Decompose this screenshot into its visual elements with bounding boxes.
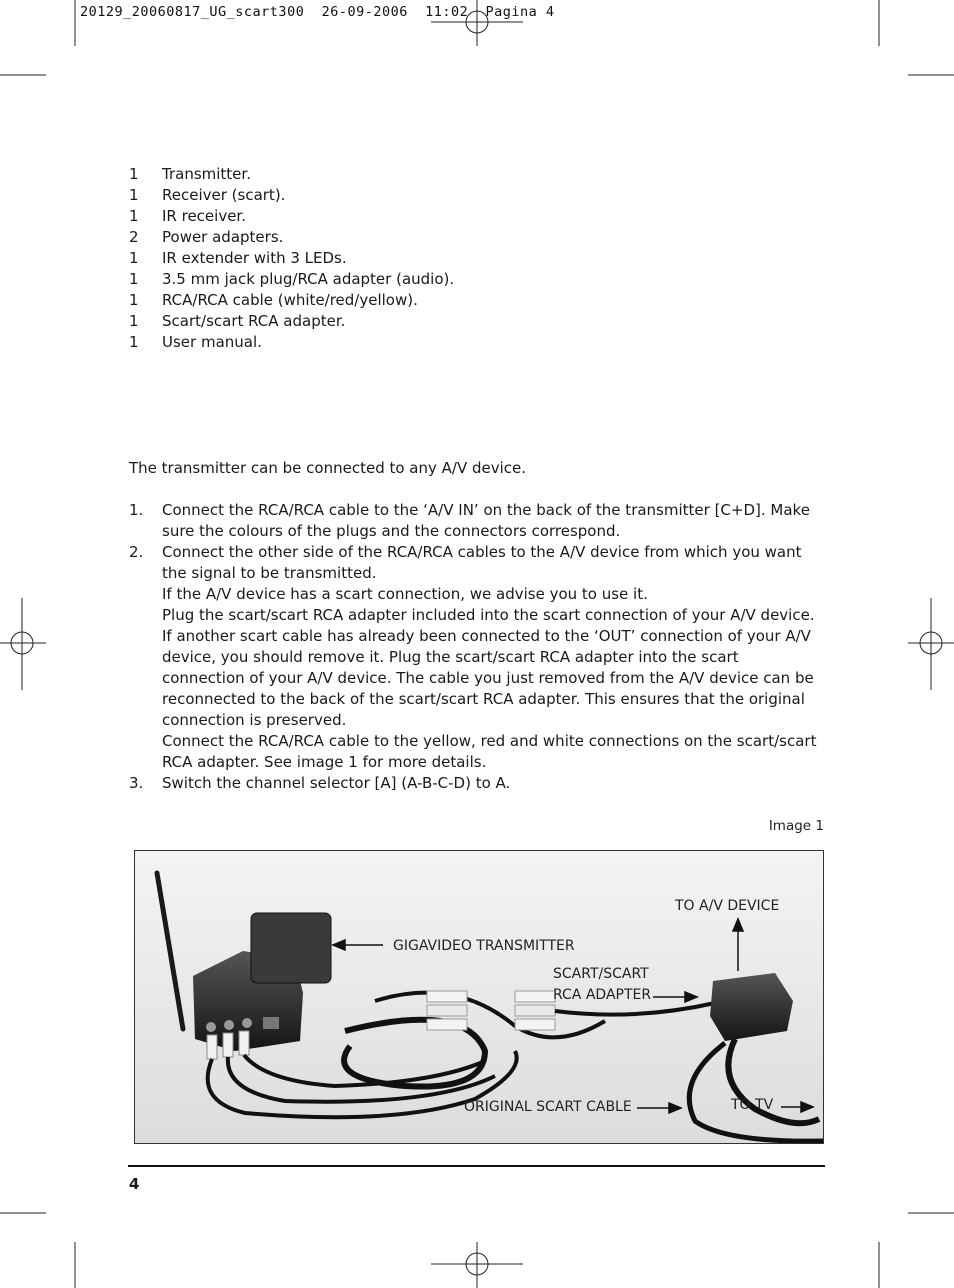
package-item-qty: 1 [129,291,139,309]
step-paragraph: Connect the RCA/RCA cable to the ‘A/V IN’ on the back of the transmitter [C+D]. Make sure the colours of the plugs and the connectors correspond. [162,501,810,540]
registration-mark-left [0,598,46,690]
label-gigavideo-transmitter: GIGAVIDEO TRANSMITTER [393,938,575,954]
transmitter-panel [251,913,331,983]
footer-rule [128,1165,825,1167]
step-item [129,542,819,773]
package-item-qty: 1 [129,165,139,183]
package-item [129,332,454,353]
connection-photo [134,850,824,1144]
package-item [129,206,454,227]
package-item-qty: 1 [129,270,139,288]
step-paragraph: If the A/V device has a scart connection, we advise you to use it. [162,585,648,603]
package-item-text: 3.5 mm jack plug/RCA adapter (audio). [162,270,455,288]
package-item-qty: 2 [129,228,139,246]
package-item [129,311,454,332]
intro-text: The transmitter can be connected to any A/V device. [129,459,527,477]
step-paragraph: Plug the scart/scart RCA adapter included into the scart connection of your A/V device. If another scart cable has already been connected to the ‘OUT’ connection of your A/V device, you should remove it. Plug the scart/scart RCA adapter into the scart connection of your A/V device. The cable you just removed from the A/V device can be reconnected to the back of the scart/scart RCA adapter. This ensures that the original connection is preserved. [162,606,815,729]
step-number: 3. [129,774,144,792]
label-to-av-device: TO A/V DEVICE [675,898,780,914]
registration-mark-right [908,598,954,690]
package-item-text: IR extender with 3 LEDs. [162,249,347,267]
package-item [129,248,454,269]
step-paragraph: Connect the RCA/RCA cable to the yellow, red and white connections on the scart/scart RCA adapter. See image 1 for more details. [162,732,817,771]
package-item [129,227,454,248]
package-item [129,185,454,206]
label-scart-adapter-line2: RCA ADAPTER [553,987,652,1003]
package-item-qty: 1 [129,249,139,267]
package-item-qty: 1 [129,333,139,351]
package-item-text: Power adapters. [162,228,284,246]
package-item-text: Transmitter. [162,165,251,183]
figure-caption: Image 1 [768,818,824,834]
step-body [162,500,819,542]
step-paragraph: Switch the channel selector [A] (A-B-C-D) to A. [162,774,511,792]
package-contents-list [129,164,454,353]
page-number: 4 [129,1175,140,1193]
package-item-text: User manual. [162,333,262,351]
step-body [162,773,819,794]
step-item [129,773,819,794]
step-paragraph: Connect the other side of the RCA/RCA cables to the A/V device from which you want the signal to be transmitted. [162,543,802,582]
package-item-qty: 1 [129,186,139,204]
label-scart-adapter-line1: SCART/SCART [553,966,649,982]
installation-steps [129,500,819,794]
step-item [129,500,819,542]
label-original-scart-cable: ORIGINAL SCART CABLE [464,1099,632,1115]
step-number: 2. [129,543,144,561]
package-item [129,290,454,311]
step-number: 1. [129,501,144,519]
package-item-text: Scart/scart RCA adapter. [162,312,346,330]
package-item-text: IR receiver. [162,207,246,225]
label-to-tv: TO TV [731,1097,774,1113]
print-slug: 20129_20060817_UG_scart300 26-09-2006 11:02 Pagina 4 [80,4,555,20]
package-item [129,269,454,290]
package-item [129,164,454,185]
package-item-qty: 1 [129,312,139,330]
package-item-text: Receiver (scart). [162,186,286,204]
package-item-text: RCA/RCA cable (white/red/yellow). [162,291,418,309]
package-item-qty: 1 [129,207,139,225]
step-body [162,542,819,773]
registration-mark-bottom [431,1242,523,1288]
scart-adapter [710,973,793,1041]
